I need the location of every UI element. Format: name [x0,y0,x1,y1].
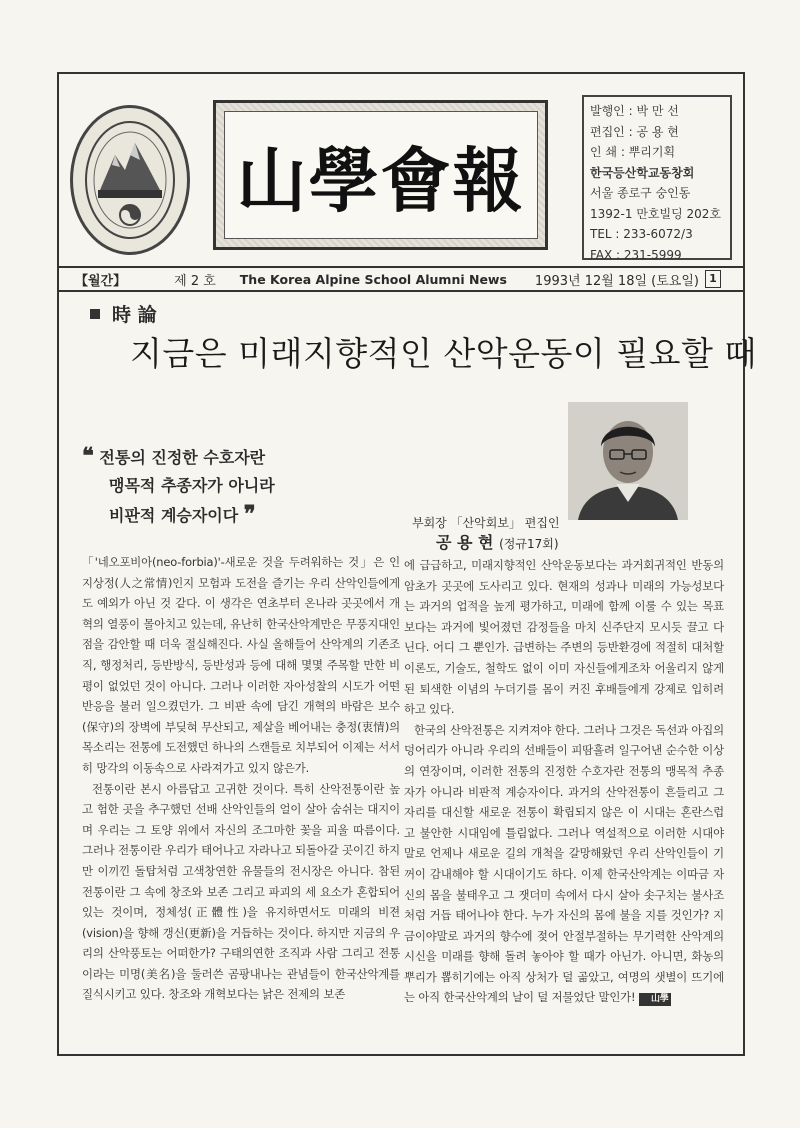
alpine-school-emblem-icon [70,105,190,255]
pull-quote-line-3: 비판적 계승자이다 [109,506,239,525]
end-mark-logo: 山學 [639,993,671,1006]
newspaper-title: 山學會報 [224,111,538,239]
newspaper-title-box [213,100,548,250]
address-line-2: 1392-1 만호빌딩 202호 [590,206,721,221]
open-quote-icon: ❝ [82,443,94,469]
editor-line: 편집인 : 공 용 현 [590,124,679,139]
body-paragraph [404,720,724,1008]
issue-date: 1993년 12월 18일 (토요일) [534,273,699,289]
section-label-text: 時 論 [112,304,157,326]
publisher-line: 발행인 : 박 만 선 [590,104,679,118]
issue-line [57,266,745,292]
publication-english-name: The Korea Alpine School Alumni News [239,271,507,287]
square-bullet-icon [90,309,100,319]
section-label [90,300,157,327]
masthead [70,95,730,260]
fax-line: FAX : 231-5999 [590,247,682,262]
page-number: 1 [705,270,721,288]
body-paragraph: 에 급급하고, 미래지향적인 산악운동보다는 과거회귀적인 반동의 암초가 곳곳에 도사리고 있다. 현재의 성과나 미래의 가능성보다는 과거의 업적을 높게 평가하고, 미래에 함께 이룰 수 있는 목표보다는 과거에 빛어졌던 감정들을 마치 신주단지 모시듯 끌고 다닌다. 어디 그 뿐인가. 급변하는 주변의 등반환경에 적절히 대처할 이론도, 기술도, 철학도 없이 이미 자신들에게조차 어울리지 않게 된 퇴색한 이념의 누더기를 몸이 커진 후배들에게 강제로 입히려 하고 있다. [404,558,724,717]
body-paragraph: 전통이란 본시 아름답고 고귀한 것이다. 특히 산악전통이란 높고 험한 곳을 추구했던 선배 산악인들의 얼이 살아 숨쉬는 대지이며 우리는 그 토양 위에서 자신의 조그마한 꽃을 피울 따름이다. 그러나 전통이란 우리가 태어나고 자라나고 되돌아갈 곳이긴 하지만 이끼낀 돌탑처럼 고색창연한 유물들의 전시장은 아니다. 참된 전통이란 그 속에 창조와 보존 그리고 파괴의 세 요소가 혼합되어 있는 것이며, 정체성(正體性)을 유지하면서도 미래의 비젼(vision)을 향해 갱신(更新)을 거듭하는 것이다. 하지만 지금의 우리의 산악풍토는 어떠한가? 구태의연한 조직과 사람 그리고 전통이라는 미명(美名)을 둘러쓴 곰팡내나는 관념들이 한국산악계를 질식시키고 있다. 창조와 개혁보다는 낡은 전제의 보존 [82,781,400,1002]
body-paragraph-text: 한국의 산악전통은 지켜져야 한다. 그러나 그것은 독선과 아집의 덩어리가 아니라 우리의 선배들이 피땀흘려 일구어낸 순수한 이상의 연장이며, 이러한 전통의 진정한 수호자란 전통의 맹목적 추종자가 아니라 비판적 계승자이다. 과거의 산악전통이 흔들리고 그 자리를 대신할 새로운 전통이 확립되지 않은 이 시대는 혼란스럽고 불안한 시대임에 틀림없다. 그러나 역설적으로 이러한 시대야 말로 언제나 새로운 길의 개척을 갈망해왔던 우리 산악인들이 기꺼이 감내해야 할 시대이기도 하다. 이제 한국산악계는 이따금 자신의 몸을 불태우고 그 잿더미 속에서 다시 살아 솟구치는 불사조처럼 거듭 태어나야 한다. 누가 자신의 몸에 불을 지를 것인가? 지금이야말로 과거의 향수에 젖어 안절부절하는 무기력한 산악계의 시신을 미래를 향해 돌려 놓아야 할 때가 아닌가. 아니면, 화농의 뿌리가 뽑히기에는 아직 상처가 덜 곪았고, 여명의 샛별이 뜨기에는 아직 한국산악계의 날이 덜 저물었단 말인가! [404,722,724,1005]
byline-name [436,530,736,553]
pull-quote-line-1: 전통의 진정한 수호자란 [99,448,266,467]
address-line-1: 서울 종로구 숭인동 [590,186,691,200]
pull-quote-line-2: 맹목적 추종자가 아니라 [109,476,275,495]
body-paragraph: 「'네오포비아(neo-forbia)'-새로운 것을 두려워하는 것」은 인지상정(人之常情)인지 모험과 도전을 즐기는 우리 산악인들에게도 예외가 아닌 것 같다. 이 생각은 연초부터 온나라 곳곳에서 개혁의 열풍이 몰아치고 있는데, 유난히 한국산악계만은 무풍지대인 점을 감안할 때 더욱 절실해진다. 사실 올해들어 산악계의 기존조직, 행정처리, 등반방식, 등반성과 등에 대해 몇몇 주목할 만한 비평이 없었던 것이 아니다. 그러나 이러한 자아성찰의 시도가 어떤 반응을 불러 일으켰던가. 그 비판 속에 담긴 개혁의 바람은 보수(保守)의 장벽에 부딪혀 무산되고, 제살을 베어내는 충정(衷情)의 목소리는 전통에 도전했던 하나의 스캔들로 치부되어 이제는 서서히 망각의 이동속으로 사라져가고 있지 않은가. [82,555,400,775]
author-class: (정규17회) [499,537,559,551]
publisher-info [582,95,732,260]
pull-quote [82,442,412,530]
headline: 지금은 미래지향적인 산악운동이 필요할 때 [130,334,757,373]
tel-line: TEL : 233-6072/3 [590,227,693,241]
printer-line: 인 쇄 : 뿌리기획 [590,145,676,159]
body-column-left [82,552,400,1005]
author-photo [568,402,688,520]
organization-line: 한국등산학교동창회 [590,165,695,180]
byline-role: 부회장 「산악회보」 편집인 [412,516,560,530]
body-column-right [404,555,724,1008]
issue-number: 제 2 호 [174,273,216,289]
author-name: 공 용 현 [436,533,494,552]
issue-period: 【월간】 [75,273,127,289]
close-quote-icon: ❞ [243,501,256,527]
